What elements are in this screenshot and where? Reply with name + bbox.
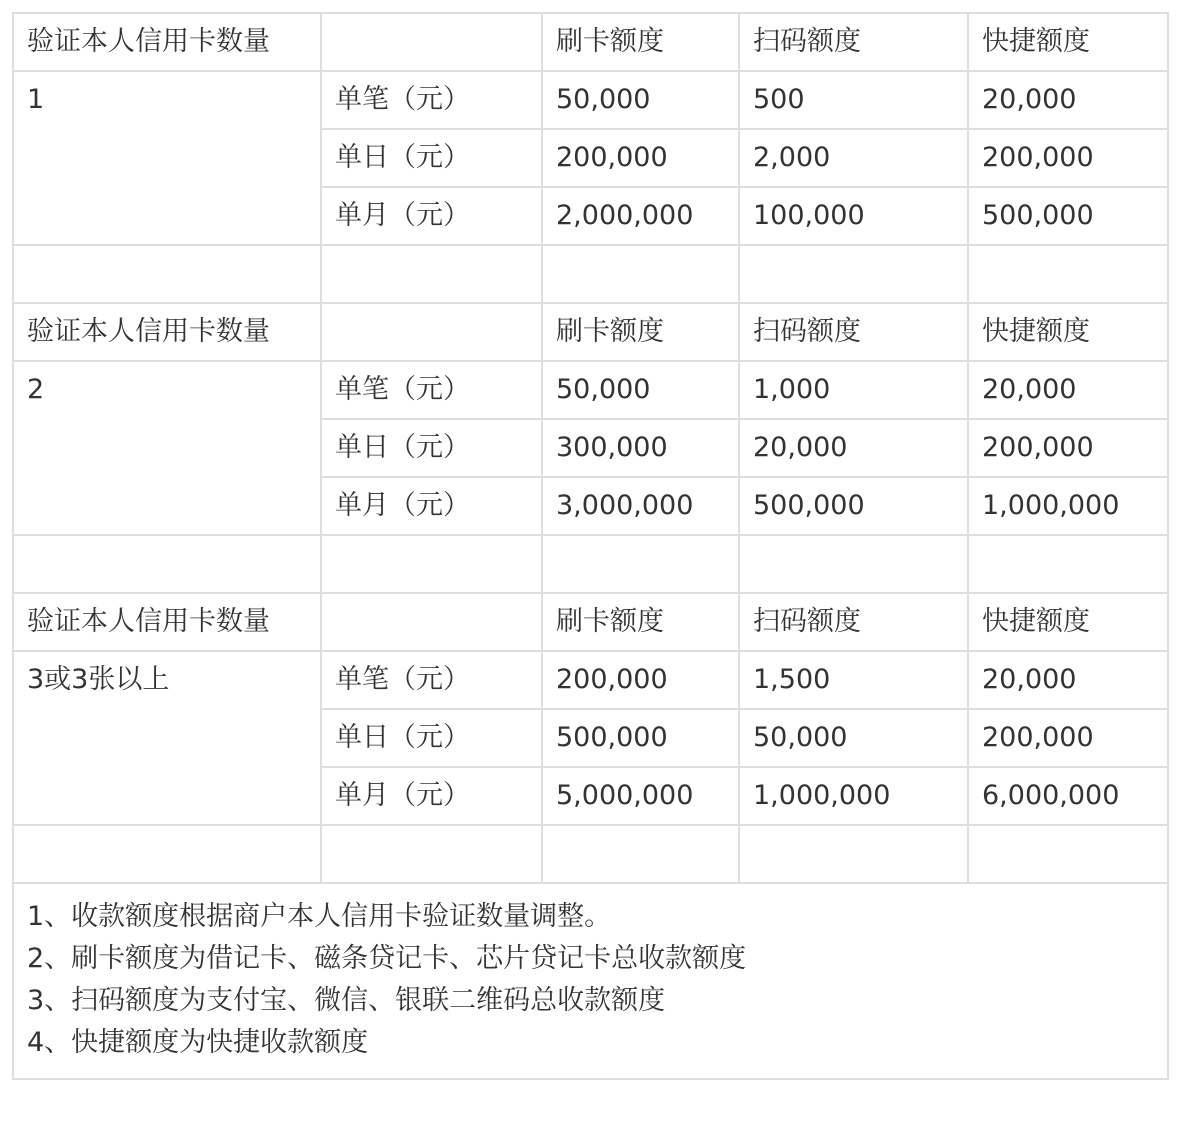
header-label: 验证本人信用卡数量 — [13, 303, 321, 361]
column-header-card: 刷卡额度 — [542, 593, 739, 651]
scan-limit-value: 1,000,000 — [739, 767, 968, 825]
column-header-scan: 扫码额度 — [739, 593, 968, 651]
notes-cell — [13, 883, 1168, 1079]
period-label: 单笔（元） — [321, 71, 542, 129]
spacer-row — [13, 245, 1168, 303]
card-limit-value: 2,000,000 — [542, 187, 739, 245]
quick-limit-value: 6,000,000 — [968, 767, 1168, 825]
empty-cell — [968, 245, 1168, 303]
card-limit-value: 3,000,000 — [542, 477, 739, 535]
tier-cell: 3或3张以上 — [13, 651, 321, 825]
card-limit-value: 300,000 — [542, 419, 739, 477]
quick-limit-value: 20,000 — [968, 71, 1168, 129]
quick-limit-value: 20,000 — [968, 651, 1168, 709]
scan-limit-value: 50,000 — [739, 709, 968, 767]
period-label: 单月（元） — [321, 477, 542, 535]
tier-cell: 1 — [13, 71, 321, 245]
header-label: 验证本人信用卡数量 — [13, 593, 321, 651]
section-header-row — [13, 13, 1168, 71]
note-line: 3、扫码额度为支付宝、微信、银联二维码总收款额度 — [27, 985, 666, 1016]
empty-cell — [542, 825, 739, 883]
empty-cell — [13, 245, 321, 303]
column-header-card: 刷卡额度 — [542, 303, 739, 361]
empty-cell — [13, 535, 321, 593]
period-label: 单月（元） — [321, 767, 542, 825]
section-header-row — [13, 303, 1168, 361]
period-label: 单月（元） — [321, 187, 542, 245]
empty-cell — [542, 245, 739, 303]
table-row — [13, 651, 1168, 709]
section-header-row — [13, 593, 1168, 651]
empty-cell — [13, 825, 321, 883]
note-line: 4、快捷额度为快捷收款额度 — [27, 1027, 369, 1058]
card-limit-value: 200,000 — [542, 129, 739, 187]
column-header-card: 刷卡额度 — [542, 13, 739, 71]
scan-limit-value: 1,000 — [739, 361, 968, 419]
table-row — [13, 361, 1168, 419]
scan-limit-value: 20,000 — [739, 419, 968, 477]
note-line: 1、收款额度根据商户本人信用卡验证数量调整。 — [27, 901, 612, 932]
empty-cell — [321, 245, 542, 303]
limits-table — [12, 12, 1169, 1080]
note-line: 2、刷卡额度为借记卡、磁条贷记卡、芯片贷记卡总收款额度 — [27, 943, 747, 974]
card-limit-value: 500,000 — [542, 709, 739, 767]
quick-limit-value: 20,000 — [968, 361, 1168, 419]
scan-limit-value: 100,000 — [739, 187, 968, 245]
spacer-row — [13, 535, 1168, 593]
column-header-quick: 快捷额度 — [968, 303, 1168, 361]
period-label: 单笔（元） — [321, 361, 542, 419]
period-label: 单日（元） — [321, 129, 542, 187]
quick-limit-value: 200,000 — [968, 419, 1168, 477]
column-header-quick: 快捷额度 — [968, 13, 1168, 71]
empty-cell — [321, 535, 542, 593]
scan-limit-value: 2,000 — [739, 129, 968, 187]
column-header-scan: 扫码额度 — [739, 303, 968, 361]
empty-cell — [968, 825, 1168, 883]
scan-limit-value: 500 — [739, 71, 968, 129]
tier-cell: 2 — [13, 361, 321, 535]
scan-limit-value: 500,000 — [739, 477, 968, 535]
empty-cell — [968, 535, 1168, 593]
column-header-scan: 扫码额度 — [739, 13, 968, 71]
period-label: 单日（元） — [321, 709, 542, 767]
notes-row — [13, 883, 1168, 1079]
scan-limit-value: 1,500 — [739, 651, 968, 709]
empty-cell — [739, 535, 968, 593]
header-empty-cell — [321, 13, 542, 71]
header-empty-cell — [321, 303, 542, 361]
card-limit-value: 200,000 — [542, 651, 739, 709]
quick-limit-value: 1,000,000 — [968, 477, 1168, 535]
quick-limit-value: 500,000 — [968, 187, 1168, 245]
empty-cell — [321, 825, 542, 883]
header-empty-cell — [321, 593, 542, 651]
card-limit-value: 50,000 — [542, 71, 739, 129]
column-header-quick: 快捷额度 — [968, 593, 1168, 651]
empty-cell — [739, 825, 968, 883]
empty-cell — [739, 245, 968, 303]
period-label: 单日（元） — [321, 419, 542, 477]
period-label: 单笔（元） — [321, 651, 542, 709]
spacer-row — [13, 825, 1168, 883]
quick-limit-value: 200,000 — [968, 709, 1168, 767]
table-row — [13, 71, 1168, 129]
header-label: 验证本人信用卡数量 — [13, 13, 321, 71]
card-limit-value: 5,000,000 — [542, 767, 739, 825]
card-limit-value: 50,000 — [542, 361, 739, 419]
quick-limit-value: 200,000 — [968, 129, 1168, 187]
empty-cell — [542, 535, 739, 593]
